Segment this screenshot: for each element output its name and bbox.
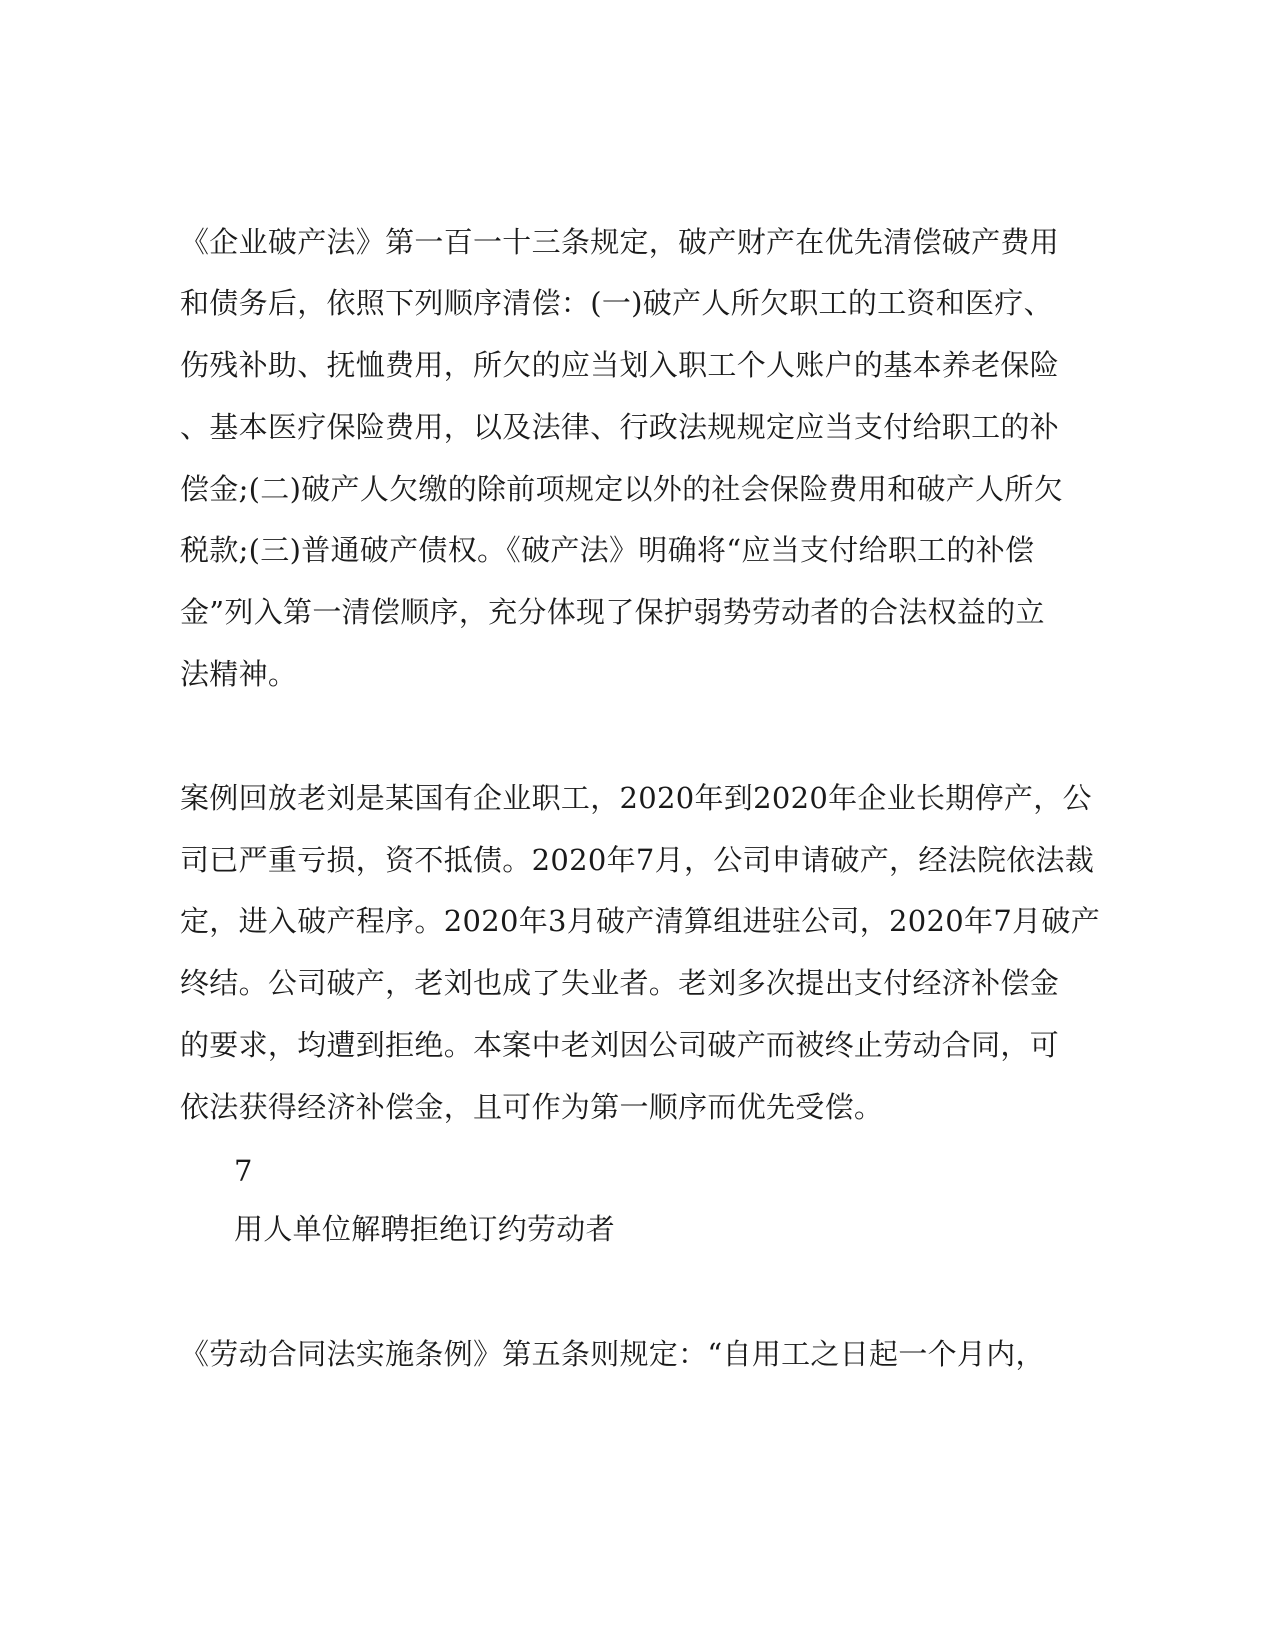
paragraph-2-line-5: 的要求，均遭到拒绝。本案中老刘因公司破产而被终止劳动合同，可	[180, 1028, 1060, 1062]
section-title: 用人单位解聘拒绝订约劳动者	[234, 1212, 615, 1246]
section-number: 7	[234, 1154, 253, 1188]
paragraph-1-line-5: 偿金;(二)破产人欠缴的除前项规定以外的社会保险费用和破产人所欠	[180, 472, 1063, 506]
paragraph-1-line-7: 金”列入第一清偿顺序，充分体现了保护弱势劳动者的合法权益的立	[180, 595, 1045, 629]
paragraph-1-line-6: 税款;(三)普通破产债权。《破产法》明确将“应当支付给职工的补偿	[180, 533, 1035, 567]
paragraph-2-line-1: 案例回放老刘是某国有企业职工，2020年到2020年企业长期停产，公	[180, 781, 1092, 815]
paragraph-2-line-2: 司已严重亏损，资不抵债。2020年7月，公司申请破产，经法院依法裁	[180, 843, 1095, 877]
paragraph-1-line-4: 、基本医疗保险费用，以及法律、行政法规规定应当支付给职工的补	[180, 410, 1060, 444]
paragraph-1-line-2: 和债务后，依照下列顺序清偿：(一)破产人所欠职工的工资和医疗、	[180, 286, 1053, 320]
paragraph-1-line-3: 伤残补助、抚恤费用，所欠的应当划入职工个人账户的基本养老保险	[180, 348, 1060, 382]
paragraph-1-line-8: 法精神。	[180, 657, 298, 691]
paragraph-2-line-3: 定，进入破产程序。2020年3月破产清算组进驻公司，2020年7月破产	[180, 904, 1101, 938]
paragraph-3-line-1: 《劳动合同法实施条例》第五条则规定：“自用工之日起一个月内，	[180, 1337, 1045, 1371]
paragraph-2-line-6: 依法获得经济补偿金，且可作为第一顺序而优先受偿。	[180, 1090, 884, 1124]
paragraph-1-line-1: 《企业破产法》第一百一十三条规定，破产财产在优先清偿破产费用	[180, 225, 1060, 259]
paragraph-2-line-4: 终结。公司破产，老刘也成了失业者。老刘多次提出支付经济补偿金	[180, 966, 1060, 1000]
